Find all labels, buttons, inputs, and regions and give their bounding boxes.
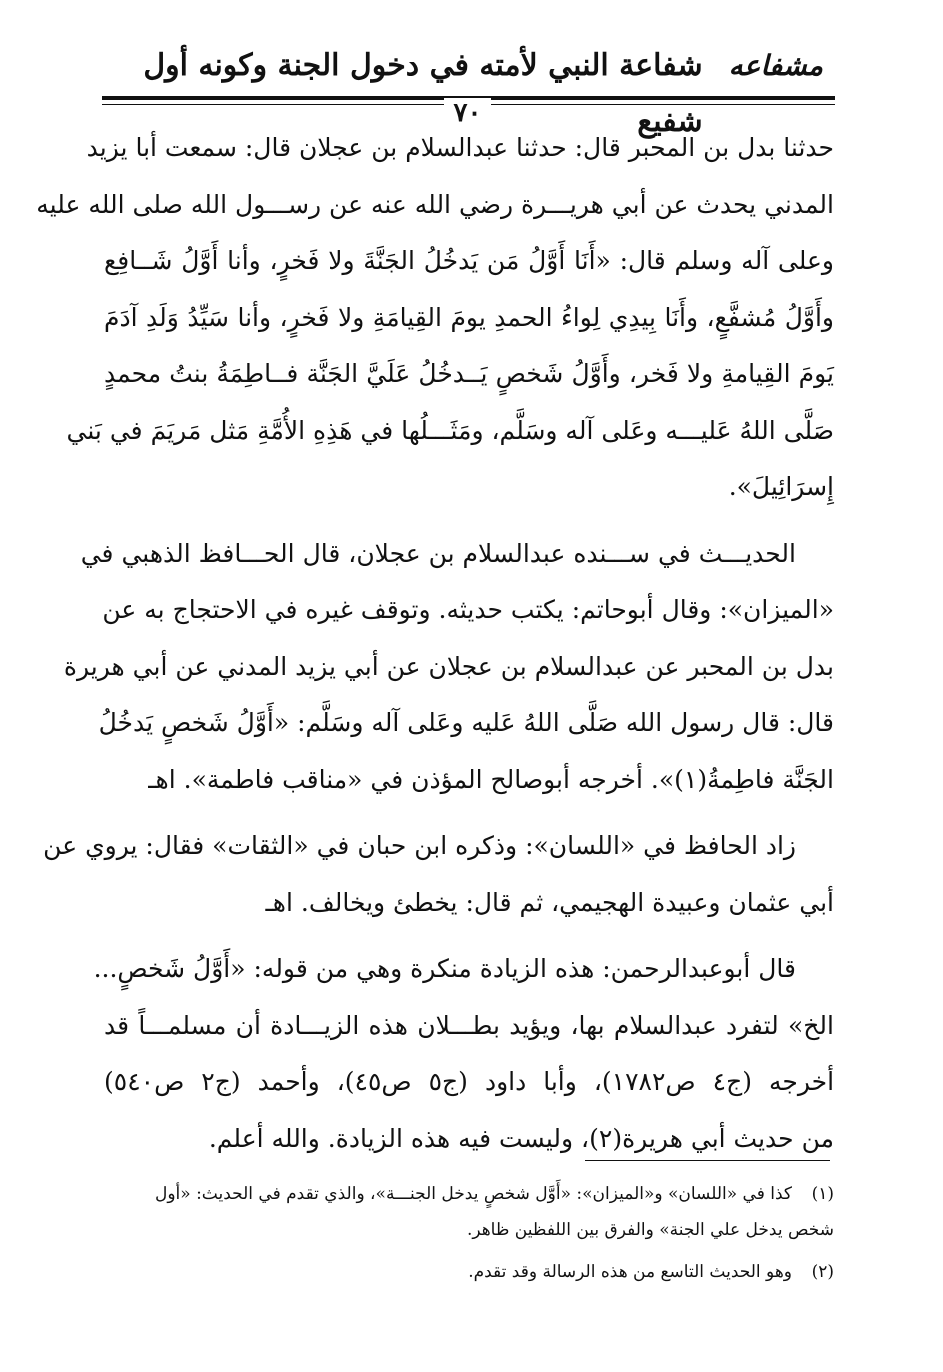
footnote-text: كذا في «اللسان» و«الميزان»: «أَوَّل شخصٍ يدخل الجنـــة»، والذي تقدم في الحديث: «أول	[154, 1184, 792, 1204]
paragraph-sanad	[63, 526, 834, 809]
footnote-2	[104, 1254, 834, 1290]
main-text	[36, 120, 835, 1167]
text-line: أبي عثمان وعبيدة الهجيمي، ثم قال: يخطئ ويخالف. اهـ	[265, 887, 834, 917]
chapter-title: شفاعة النبي لأمته في دخول الجنة وكونه أول شفيع	[143, 48, 703, 139]
paragraph-lisan	[43, 818, 834, 931]
text-line: قال: قال رسول الله صَلَّى اللهُ عَليه وعَلى آله وسَلَّم: «أَوَّلُ شَخصٍ يَدخُلُ	[98, 708, 834, 737]
footnote-separator	[585, 1160, 830, 1161]
text-line: أخرجه (ج٤ ص١٧٨٢)، وأبا داود (ج٥ ص٤٥)، وأحمد (ج٢ ص٥٤٠)	[104, 1067, 835, 1096]
text-line: الجَنَّة فاطِمةُ(١)». أخرجه أبوصالح المؤذن في «مناقب فاطمة». اهـ	[148, 764, 834, 794]
text-line: من حديث أبي هريرة(٢)، وليست فيه هذه الزيادة. والله أعلم.	[208, 1123, 834, 1153]
text-line: صَلَّى اللهُ عَليـــه وعَلى آله وسَلَّم، ومَثَـــلُها في هَذِهِ الأُمَّةِ مَثل مَريَمَ في بَني	[66, 415, 834, 445]
running-header	[100, 38, 835, 139]
text-line: الحديـــث في ســـنده عبدالسلام بن عجلان، قال الحـــافظ الذهبي في	[80, 538, 796, 568]
paragraph-author-comment	[93, 941, 835, 1167]
text-line: الخ» لتفرد عبدالسلام بها، ويؤيد بطـــلان هذه الزيـــادة أن مسلمـــاً قد	[104, 1010, 834, 1040]
footnote-number: (١)	[811, 1184, 834, 1204]
paragraph-hadith	[36, 120, 835, 516]
page-number-text: ٧٠	[444, 98, 492, 128]
text-line: زاد الحافظ في «اللسان»: وذكره ابن حبان في «الثقات» فقال: يروي عن	[43, 831, 796, 860]
text-line: المدني يحدث عن أبي هريـــرة رضي الله عنه عن رســـول الله صلى الله عليه	[36, 189, 834, 219]
footnote-1	[104, 1176, 834, 1248]
footnote-text: شخص يدخل علي الجنة» والفرق بين اللفظين ظاهر.	[466, 1220, 834, 1240]
text-line: وعلى آله وسلم قال: «أَنَا أَوَّلُ مَن يَدخُلُ الجَنَّةَ ولا فَخرٍ، وأنا أَوَّلُ شَــافِع	[104, 246, 835, 275]
footnotes	[104, 1176, 834, 1296]
paragraph-gap	[104, 808, 834, 818]
series-logo: مشفاعه	[728, 49, 823, 82]
footnote-text: وهو الحديث التاسع من هذه الرسالة وقد تقدم.	[468, 1262, 792, 1282]
footnote-number: (٢)	[811, 1262, 834, 1282]
paragraph-gap	[104, 516, 834, 526]
paragraph-gap	[104, 931, 834, 941]
text-line: وأَوَّلُ مُشفَّعٍ، وأَنَا بِيدِي لِواءُ الحمدِ يومَ القِيامَةِ ولا فَخرٍ، وأنا سَيِّدُ وَلَدِ آدَمَ	[104, 302, 834, 332]
text-line: «الميزان»: وقال أبوحاتم: يكتب حديثه. وتوقف غيره في الاحتجاج به عن	[102, 595, 834, 624]
text-line: بدل بن المحبر عن عبدالسلام بن عجلان عن أبي يزيد المدني عن أبي هريرة	[63, 651, 834, 681]
text-line: إِسرَائِيلَ».	[728, 472, 834, 501]
text-line: قال أبوعبدالرحمن: هذه الزيادة منكرة وهي من قوله: «أَوَّلُ شَخصٍ...	[93, 954, 796, 983]
text-line: حدثنا بدل بن المحبر قال: حدثنا عبدالسلام بن عجلان قال: سمعت أبا يزيد	[86, 133, 834, 162]
text-line: يَومَ القِيامةِ ولا فَخر، وأَوَّلُ شَخصٍ يَــدخُلُ عَلَيَّ الجَنَّة فــاطِمَةُ بنتُ محمدٍ	[104, 359, 834, 388]
